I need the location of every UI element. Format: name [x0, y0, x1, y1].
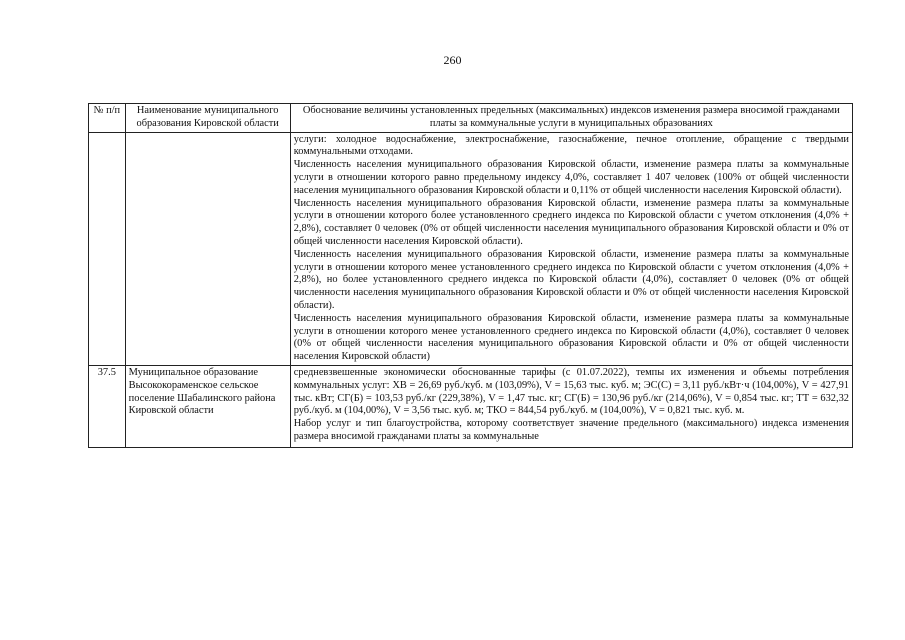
header-basis: Обоснование величины установленных предельных (максимальных) индексов изменения размера вносимой гражданами платы за коммунальные услуги в муниципальных образованиях — [290, 104, 852, 133]
header-number: № п/п — [89, 104, 126, 133]
basis-paragraph: Численность населения муниципального образования Кировской области, изменение размера платы за коммунальные услуги в отношении которого менее установленного среднего индекса по Кировской области (4,0%), составляет 0 человек (0% от общей численности населения муниципального образования Кировской области и 0% от общей численности населения Кировской области) — [293, 312, 849, 363]
row-municipality-name: Муниципальное образование Высококораменское сельское поселение Шабалинского района Кировской области — [125, 365, 290, 447]
tariff-index-table — [88, 103, 853, 448]
basis-paragraph: Численность населения муниципального образования Кировской области, изменение размера платы за коммунальные услуги в отношении которого равно предельному индексу 4,0%, составляет 1 407 человек (100% от общей численности населения муниципального образования Кировской области и 0,11% от общей численности населения Кировской области). — [293, 159, 849, 196]
basis-paragraph: услуги: холодное водоснабжение, электроснабжение, газоснабжение, печное отопление, обращение с твердыми коммунальными отходами. — [293, 133, 849, 158]
basis-paragraph: Набор услуг и тип благоустройства, которому соответствует значение предельного (максимального) индекса изменения размера вносимой гражданами платы за коммунальные — [293, 418, 849, 442]
basis-paragraph: Численность населения муниципального образования Кировской области, изменение размера платы за коммунальные услуги в отношении которого более установленного среднего индекса по Кировской области с учетом отклонения (4,0% + 2,8%), составляет 0 человек (0% от общей численности населения муниципального образования Кировской области и 0% от общей численности населения Кировской области). — [293, 197, 849, 247]
table-header-row — [89, 104, 853, 133]
row-basis-text — [290, 132, 852, 365]
row-number — [89, 132, 126, 365]
header-municipality-name: Наименование муниципального образования Кировской области — [125, 104, 290, 133]
page-number: 260 — [443, 53, 462, 67]
row-basis-text — [290, 365, 852, 447]
basis-paragraph: Численность населения муниципального образования Кировской области, изменение размера платы за коммунальные услуги в отношении которого менее установленного среднего индекса по Кировской области с учетом отклонения (4,0% + 2,8%), но более установленного среднего индекса по Кировской области (4,0%), составляет 0 человек (0% от общей численности населения муниципального образования Кировской области и 0% от общей численности населения Кировской области). — [293, 248, 849, 311]
row-number: 37.5 — [89, 365, 126, 447]
row-municipality-name — [125, 132, 290, 365]
table-row-37-5 — [89, 365, 853, 447]
table-row-continuation — [89, 132, 853, 365]
basis-paragraph: средневзвешенные экономически обоснованные тарифы (с 01.07.2022), темпы их изменения и объемы потребления коммунальных услуг: ХВ = 26,69 руб./куб. м (103,09%), V = 15,63 тыс. куб. м; ЭС(С) = 3,11 руб./кВт·ч (104,00%), V = 427,91 тыс. кВт; СГ(Б) = 103,53 руб./кг (229,38%), V = 1,47 тыс. кг; СГ(Б) = 130,96 руб./кг (214,06%), V = 0,854 тыс. кг; ТТ = 632,32 руб./куб. м (104,00%), V = 3,56 тыс. куб. м; ТКО = 844,54 руб./куб. м (104,00%), V = 0,821 тыс. куб. м. — [293, 366, 849, 417]
